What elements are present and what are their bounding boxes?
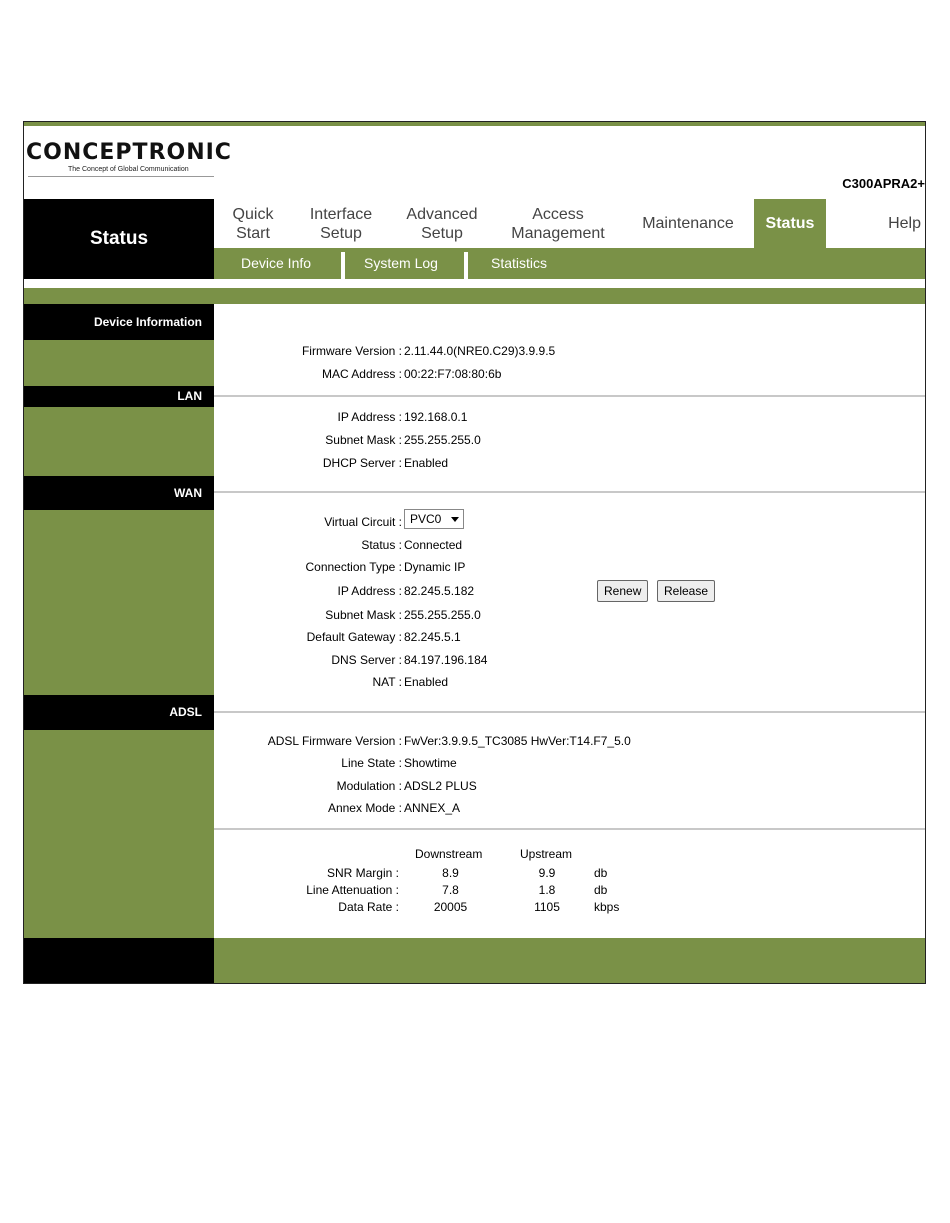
top-strip <box>24 122 925 126</box>
footer-bar <box>214 938 926 984</box>
release-button[interactable]: Release <box>657 580 715 602</box>
dns-server-value: 84.197.196.184 <box>404 653 488 667</box>
nat-label: NAT : <box>372 675 402 689</box>
adsl-firmware-label: ADSL Firmware Version : <box>267 734 402 748</box>
snr-margin-up: 9.9 <box>538 866 556 880</box>
section-divider <box>214 828 926 830</box>
line-state-value: Showtime <box>404 756 457 770</box>
renew-button[interactable]: Renew <box>597 580 648 602</box>
virtual-circuit-label: Virtual Circuit : <box>324 515 402 529</box>
data-rate-unit: kbps <box>594 900 620 914</box>
section-divider <box>214 395 926 397</box>
logo-text: CONCEPTRONIC <box>26 140 232 165</box>
connection-type-row <box>214 560 926 578</box>
connection-type-value: Dynamic IP <box>404 560 466 574</box>
mac-address-value: 00:22:F7:08:80:6b <box>404 367 502 381</box>
snr-margin-unit: db <box>594 866 608 880</box>
nav-maintenance[interactable]: Maintenance <box>642 215 734 232</box>
line-attenuation-down: 7.8 <box>442 883 459 897</box>
virtual-circuit-row <box>214 512 926 533</box>
logo-tagline: The Concept of Global Communication <box>68 166 189 173</box>
chevron-down-icon <box>451 517 459 522</box>
default-gateway-label: Default Gateway : <box>306 630 402 644</box>
spacer-strip <box>24 279 925 288</box>
wan-ip-value: 82.245.5.182 <box>404 584 475 598</box>
modulation-row <box>214 779 926 797</box>
section-device-information: Device Information <box>24 304 214 340</box>
nav-access-management[interactable]: Access Management <box>511 205 605 242</box>
data-rate-down: 20005 <box>433 900 468 914</box>
wan-status-row <box>214 538 926 556</box>
connection-type-label: Connection Type : <box>305 560 402 574</box>
wan-status-label: Status : <box>361 538 402 552</box>
nav-status[interactable]: Status <box>754 199 826 248</box>
firmware-version-value: 2.11.44.0(NRE0.C29)3.9.9.5 <box>404 344 556 358</box>
logo <box>26 140 232 165</box>
line-attenuation-up: 1.8 <box>538 883 556 897</box>
dhcp-server-value: Enabled <box>404 456 449 470</box>
dhcp-server-row <box>214 456 926 474</box>
data-rate-up: 1105 <box>534 900 560 914</box>
sub-nav <box>214 248 926 279</box>
virtual-circuit-select[interactable] <box>404 509 464 529</box>
nat-row <box>214 675 926 693</box>
subnav-statistics[interactable]: Statistics <box>491 255 548 271</box>
line-state-row <box>214 756 926 774</box>
subnav-device-info[interactable]: Device Info <box>241 255 312 271</box>
router-status-page <box>23 121 926 984</box>
section-lan: LAN <box>24 386 214 407</box>
footer-left <box>24 938 214 984</box>
default-gateway-value: 82.245.5.1 <box>404 630 461 644</box>
wan-ip-label: IP Address : <box>337 584 402 598</box>
adsl-firmware-value: FwVer:3.9.9.5_TC3085 HwVer:T14.F7_5.0 <box>404 734 631 748</box>
wan-subnet-label: Subnet Mask : <box>325 608 402 622</box>
main-nav <box>214 199 926 248</box>
annex-mode-row <box>214 801 926 819</box>
model-name: C300APRA2+ <box>842 176 925 191</box>
adsl-firmware-row <box>214 734 926 752</box>
lan-ip-label: IP Address : <box>337 410 402 424</box>
page-section-title: Status <box>24 199 214 279</box>
downstream-header: Downstream <box>415 847 483 861</box>
wan-subnet-row <box>214 608 926 626</box>
data-rate-label: Data Rate : <box>338 900 399 914</box>
dns-server-row <box>214 653 926 671</box>
wan-ip-row <box>214 584 926 602</box>
section-wan: WAN <box>24 476 214 510</box>
modulation-label: Modulation : <box>336 779 402 793</box>
lan-subnet-label: Subnet Mask : <box>325 433 402 447</box>
nav-advanced-setup[interactable]: Advanced Setup <box>406 205 478 242</box>
lan-subnet-row <box>214 433 926 451</box>
nav-interface-setup[interactable]: Interface Setup <box>309 205 373 242</box>
mac-address-row <box>214 367 926 385</box>
line-attenuation-unit: db <box>594 883 608 897</box>
nav-help[interactable]: Help <box>888 215 921 232</box>
dhcp-server-label: DHCP Server : <box>322 456 402 470</box>
mac-address-label: MAC Address : <box>321 367 402 381</box>
lan-ip-value: 192.168.0.1 <box>404 410 468 424</box>
lan-subnet-value: 255.255.255.0 <box>404 433 481 447</box>
modulation-value: ADSL2 PLUS <box>404 779 477 793</box>
tagline-rule <box>28 176 214 177</box>
wan-status-value: Connected <box>404 538 463 552</box>
annex-mode-label: Annex Mode : <box>327 801 402 815</box>
section-divider <box>214 711 926 713</box>
line-state-label: Line State : <box>341 756 402 770</box>
firmware-version-label: Firmware Version : <box>301 344 402 358</box>
dns-server-label: DNS Server : <box>331 653 402 667</box>
upstream-header: Upstream <box>520 847 573 861</box>
virtual-circuit-value: PVC0 <box>410 512 442 526</box>
lan-ip-row <box>214 410 926 428</box>
firmware-version-row <box>214 344 926 362</box>
section-adsl: ADSL <box>24 695 214 730</box>
section-divider <box>214 491 926 493</box>
green-strip <box>24 288 925 304</box>
wan-subnet-value: 255.255.255.0 <box>404 608 481 622</box>
subnav-system-log[interactable]: System Log <box>364 255 438 271</box>
subnav-separator <box>341 252 345 279</box>
snr-margin-down: 8.9 <box>442 866 459 880</box>
line-attenuation-label: Line Attenuation : <box>306 883 399 897</box>
nav-quick-start[interactable]: Quick Start <box>232 205 274 242</box>
snr-margin-label: SNR Margin : <box>326 866 399 880</box>
annex-mode-value: ANNEX_A <box>404 801 461 815</box>
default-gateway-row <box>214 630 926 648</box>
subnav-separator <box>464 252 468 279</box>
nat-value: Enabled <box>404 675 449 689</box>
